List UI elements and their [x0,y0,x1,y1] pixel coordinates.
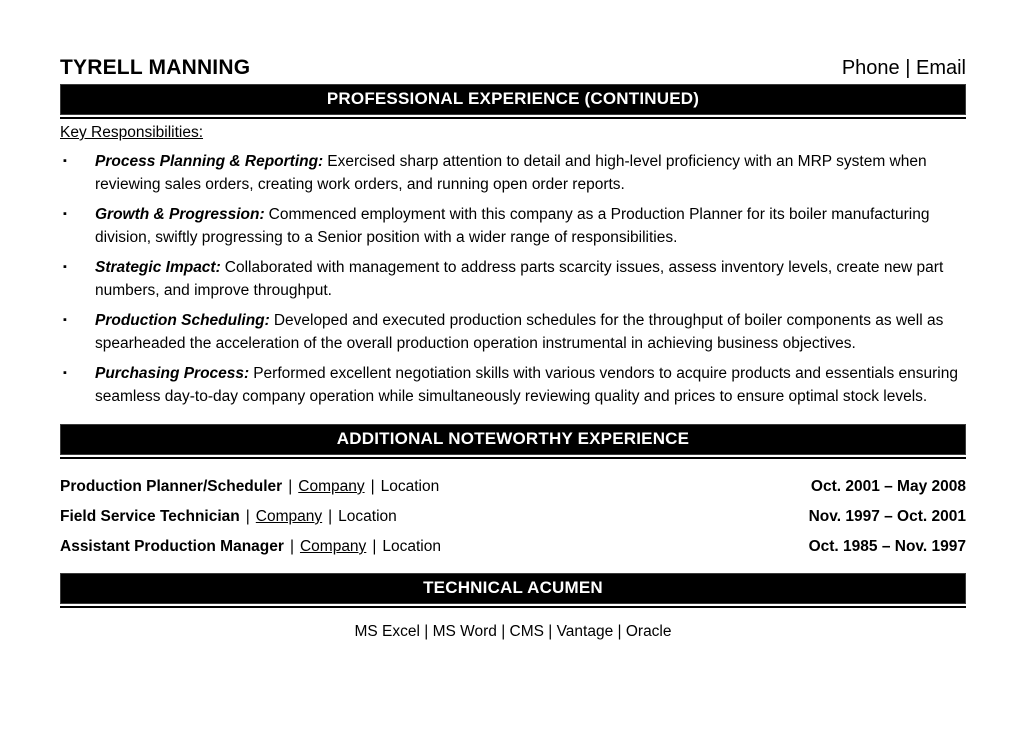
candidate-name: TYRELL MANNING [60,56,251,79]
bullet-text: Developed and executed production schedules for the throughput of boiler components as well as spearheaded the acceleration of the overall production operation instrumental in achieving business objectives. [95,312,944,352]
section-banner-technical-acumen: TECHNICAL ACUMEN [60,573,966,604]
banner-underline [60,117,966,119]
list-item [60,256,966,302]
responsibilities-list [60,150,966,408]
job-row [60,505,966,528]
bullet-square-icon: ▪ [63,155,67,167]
job-location: Location [380,478,440,495]
banner-underline [60,457,966,459]
bullet-square-icon: ▪ [63,261,67,273]
bullet-lead: Production Scheduling: [95,312,270,329]
bullet-square-icon: ▪ [63,314,67,326]
bullet-text: Performed excellent negotiation skills with various vendors to acquire products and essentials ensuring seamless day-to-day company operation while simultaneously reviewing quality and prices to ensure optimal stock levels. [95,365,958,405]
job-company: Company [255,508,323,525]
resume-header [60,56,966,80]
job-dates: Oct. 2001 – May 2008 [810,478,966,495]
job-location: Location [382,538,441,555]
additional-experience-list [60,475,966,558]
skills-list: MS Excel | MS Word | CMS | Vantage | Oracle [354,623,672,640]
list-item [60,203,966,249]
job-row [60,475,966,498]
list-item [60,309,966,355]
bullet-lead: Process Planning & Reporting: [95,153,324,170]
job-location: Location [338,508,397,525]
banner-underline [60,606,966,608]
separator: | [245,508,250,525]
section-banner-professional-experience: PROFESSIONAL EXPERIENCE (CONTINUED) [60,84,966,115]
bullet-lead: Strategic Impact: [95,259,221,276]
job-company: Company [299,538,367,555]
separator: | [328,508,333,525]
job-dates: Nov. 1997 – Oct. 2001 [808,508,966,525]
bullet-square-icon: ▪ [63,367,67,379]
job-role: Production Planner/Scheduler [60,478,283,495]
separator: | [288,478,293,495]
bullet-lead: Purchasing Process: [95,365,250,382]
bullet-lead: Growth & Progression: [95,206,265,223]
bullet-square-icon: ▪ [63,208,67,220]
job-role: Assistant Production Manager [60,538,284,555]
separator: | [370,478,375,495]
key-responsibilities-heading: Key Responsibilities: [60,124,204,141]
job-company: Company [298,478,365,495]
bullet-text: Commenced employment with this company as a Production Planner for its boiler manufacturing division, swiftly progressing to a Senior position with a wider range of responsibilities. [95,206,930,246]
job-row [60,535,966,558]
separator: | [289,538,294,555]
section-banner-additional-experience: ADDITIONAL NOTEWORTHY EXPERIENCE [60,424,966,455]
list-item [60,150,966,196]
list-item [60,362,966,408]
separator: | [372,538,377,555]
bullet-text: Collaborated with management to address parts scarcity issues, assess inventory levels, create new part numbers, and improve throughput. [95,259,944,299]
job-role: Field Service Technician [60,508,240,525]
bullet-text: Exercised sharp attention to detail and high-level proficiency with an MRP system when reviewing sales orders, creating work orders, and running open order reports. [95,153,927,193]
job-dates: Oct. 1985 – Nov. 1997 [808,538,966,555]
contact-info: Phone | Email [841,57,966,79]
